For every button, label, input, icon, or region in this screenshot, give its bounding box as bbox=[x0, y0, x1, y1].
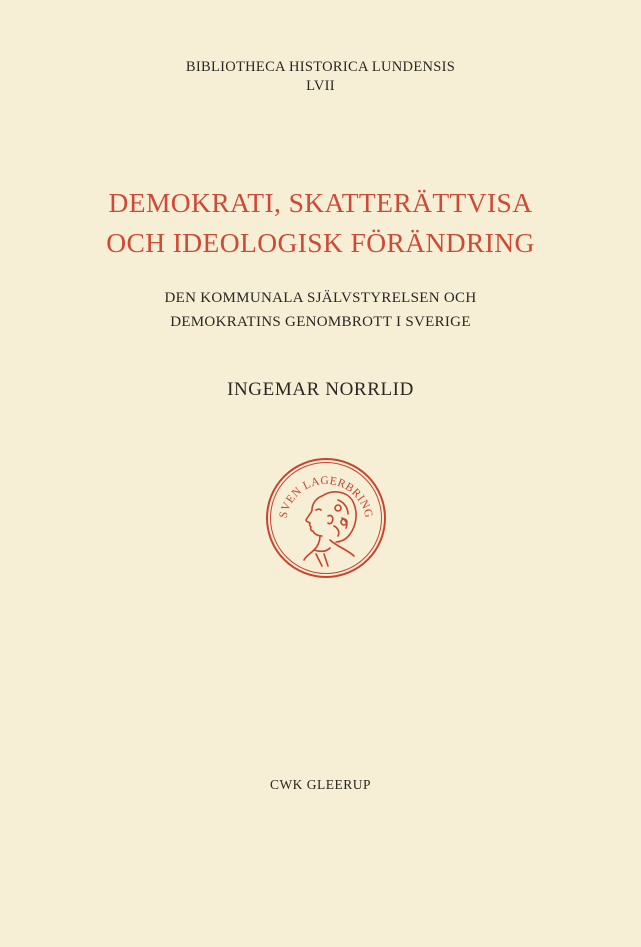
seal-text: SVEN LAGERBRING bbox=[277, 474, 375, 520]
subtitle-line-2: DEMOKRATINS GENOMBROTT I SVERIGE bbox=[170, 314, 471, 330]
book-title bbox=[0, 183, 641, 263]
series-volume: LVII bbox=[306, 78, 335, 94]
series-block bbox=[0, 58, 641, 96]
author-name: INGEMAR NORRLID bbox=[227, 379, 414, 400]
portrait-profile bbox=[304, 492, 356, 566]
title-line-1: DEMOKRATI, SKATTERÄTTVISA bbox=[108, 187, 533, 218]
portrait-medallion-icon bbox=[264, 456, 388, 580]
book-subtitle bbox=[0, 286, 641, 334]
title-line-2: OCH IDEOLOGISK FÖRÄNDRING bbox=[106, 227, 535, 258]
publisher-name: CWK GLEERUP bbox=[269, 777, 372, 792]
series-name: BIBLIOTHECA HISTORICA LUNDENSIS bbox=[185, 59, 456, 75]
subtitle-line-1: DEN KOMMUNALA SJÄLVSTYRELSEN OCH bbox=[164, 290, 477, 306]
